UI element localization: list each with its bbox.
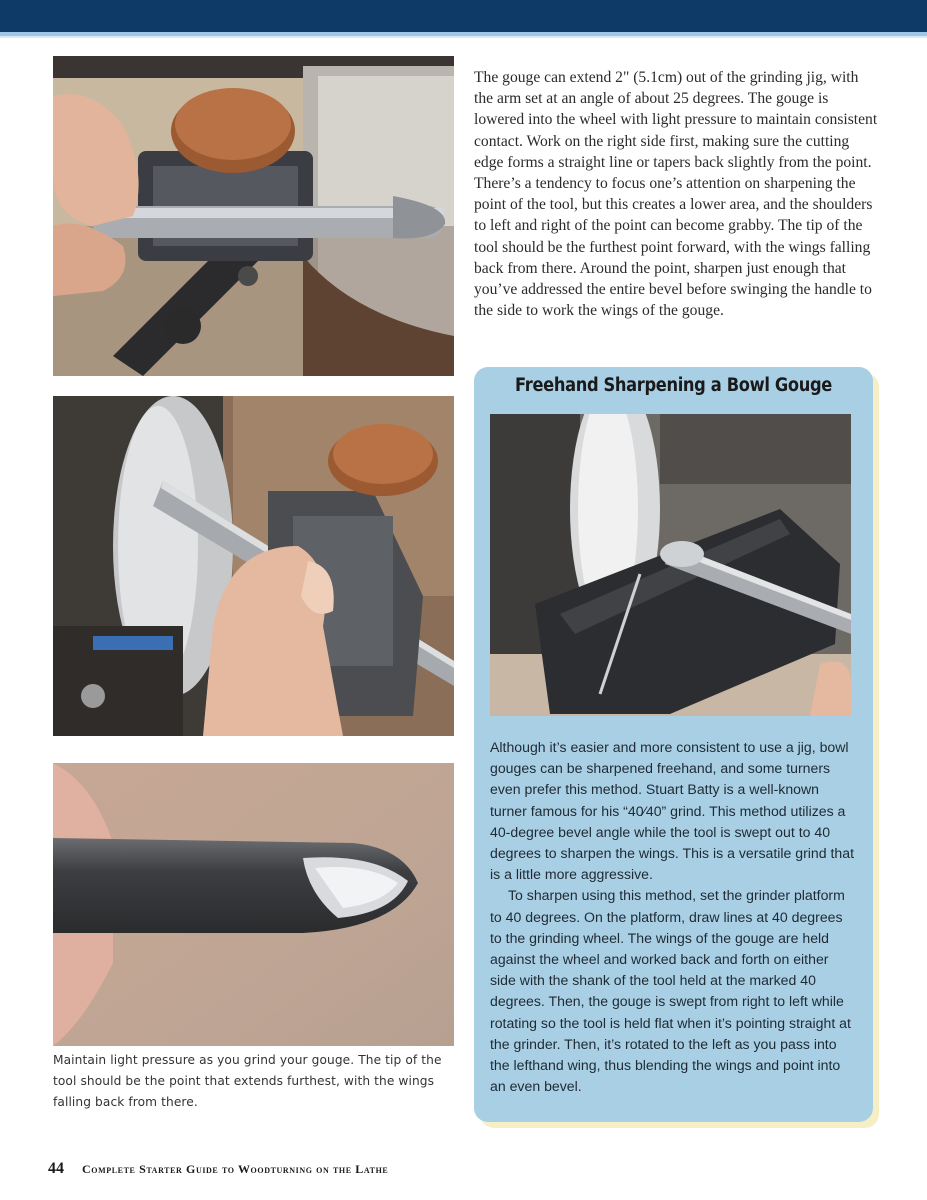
sidebar-text [490, 737, 855, 1097]
sidebar-box [474, 367, 873, 1122]
photo-gouge-tip-closeup [53, 763, 454, 1046]
sidebar-paragraph-1: Although it’s easier and more consistent to use a jig, bowl gouges can be sharpened freehand, and some turners even prefer this method. Stuart Batty is a well-known turner famous for his “40⁄40” grind. This method utilizes a 40-degree bevel angle while the tool is swept out to 40 degrees to sharpen the wings. This is a versatile grind that is a little more aggressive. [490, 739, 855, 883]
photo-caption: Maintain light pressure as you grind your gouge. The tip of the tool should be the point that extends furthest, with the wings falling back from there. [53, 1053, 442, 1109]
sidebar-paragraph-2: To sharpen using this method, set the grinder platform to 40 degrees. On the platform, draw lines at 40 degrees to the grinding wheel. The wings of the gouge are held against the wheel and worked back and forth on either side with the shank of the tool held at the marked 40 degrees. Then, the gouge is swept from right to left while rotating so the tool is held flat when it’s pointing straight at the grinder. Then, it’s rotated to the left as you pass into the lefthand wing, thus blending the wings and point into an even bevel. [490, 887, 851, 1095]
sidebar-title: Freehand Sharpening a Bowl Gouge [515, 375, 832, 396]
page-number: 44 [48, 1160, 64, 1177]
running-title: Complete Starter Guide to Woodturning on the Lathe [82, 1162, 389, 1176]
header-stripe-light [0, 36, 927, 38]
header-bar [0, 0, 927, 32]
photo-freehand-sharpening [490, 414, 851, 716]
page-footer [48, 1160, 388, 1182]
main-body-text: The gouge can extend 2" (5.1cm) out of the grinding jig, with the arm set at an angle of about 25 degrees. The gouge is lowered into the wheel with light pressure to maintain consistent contact. Work on the right side first, making sure the cutting edge forms a straight line or tapers back slightly from the point. There’s a tendency to focus one’s attention on sharpening the point of the tool, but this creates a lower area, and the shoulders to left and right of the point can become grabby. The tip of the tool should be the furthest point forward, with the wings falling back from there. Around the point, sharpen just enough that you’ve addressed the entire bevel before swinging the handle to the side to work the wings of the gouge. [474, 69, 878, 320]
photo-grinding-with-jig [53, 396, 454, 736]
photo-gouge-in-jig [53, 56, 454, 376]
